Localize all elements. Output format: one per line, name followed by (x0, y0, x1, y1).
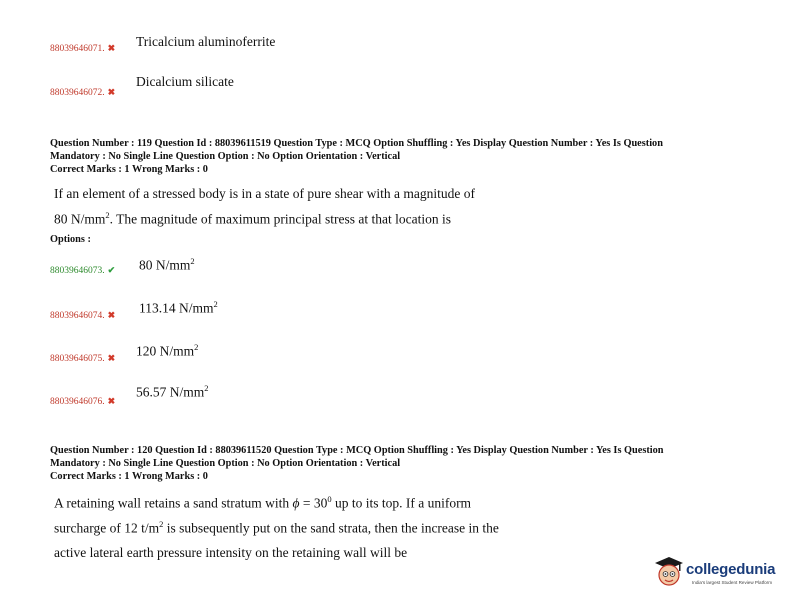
question-meta: Question Number : 120 Question Id : 88039611520 Question Type : MCQ Option Shuffling : Yes Display Question Number : Yes Is Question Mandatory : No Single Line Question Option : No Option Orientation : Vertical Correct Marks : 1 Wrong Marks : 0 (50, 445, 664, 482)
option-text: 56.57 $N/mm^2$ (136, 383, 209, 400)
question-text-line: active lateral earth pressure intensity on the retaining wall will be (54, 545, 408, 560)
logo-tagline: India's largest Student Review Platform (692, 580, 773, 585)
wrong-mark-icon: ✖ (107, 310, 116, 320)
option-text: 113.14 $N/mm^2$ (139, 299, 218, 316)
option-id: 88039646074. ✖ (50, 310, 116, 321)
question-text-line: If an element of a stressed body is in a state of pure shear with a magnitude of (54, 186, 475, 201)
wrong-mark-icon: ✖ (107, 396, 116, 406)
graduate-mascot-icon (654, 555, 684, 589)
option-text: 120 $N/mm^2$ (136, 342, 199, 359)
question-text-line: 80 $N/mm^2$. The magnitude of maximum principal stress at that location is (54, 210, 451, 227)
option-id: 88039646075. ✖ (50, 353, 116, 364)
option-id: 88039646072. ✖ (50, 87, 116, 98)
question-text-line: A retaining wall retains a sand stratum with $\phi = 30^0$ up to its top. If a uniform (54, 494, 472, 511)
question-text-line: surcharge of 12 $t/m^2$ is subsequently put on the sand strata, then the increase in the (54, 519, 499, 536)
check-mark-icon: ✔ (107, 265, 116, 275)
question-meta: Question Number : 119 Question Id : 88039611519 Question Type : MCQ Option Shuffling : Yes Display Question Number : Yes Is Question Mandatory : No Single Line Question Option : No Option Orientation : Vertical Correct Marks : 1 Wrong Marks : 0 (50, 138, 663, 175)
phi-symbol: ϕ (292, 495, 300, 511)
option-text: Dicalcium silicate (136, 74, 234, 89)
option-id: 88039646071. ✖ (50, 43, 116, 54)
option-id: 88039646073. ✔ (50, 265, 116, 276)
wrong-mark-icon: ✖ (107, 43, 116, 53)
wrong-mark-icon: ✖ (107, 353, 116, 363)
collegedunia-logo (654, 553, 790, 597)
option-text: Tricalcium aluminoferrite (136, 34, 276, 49)
option-text: 80 $N/mm^2$ (139, 256, 195, 273)
logo-wordmark: collegedunia (686, 561, 776, 578)
wrong-mark-icon: ✖ (107, 87, 116, 97)
option-id: 88039646076. ✖ (50, 396, 116, 407)
options-label: Options : (50, 234, 91, 245)
